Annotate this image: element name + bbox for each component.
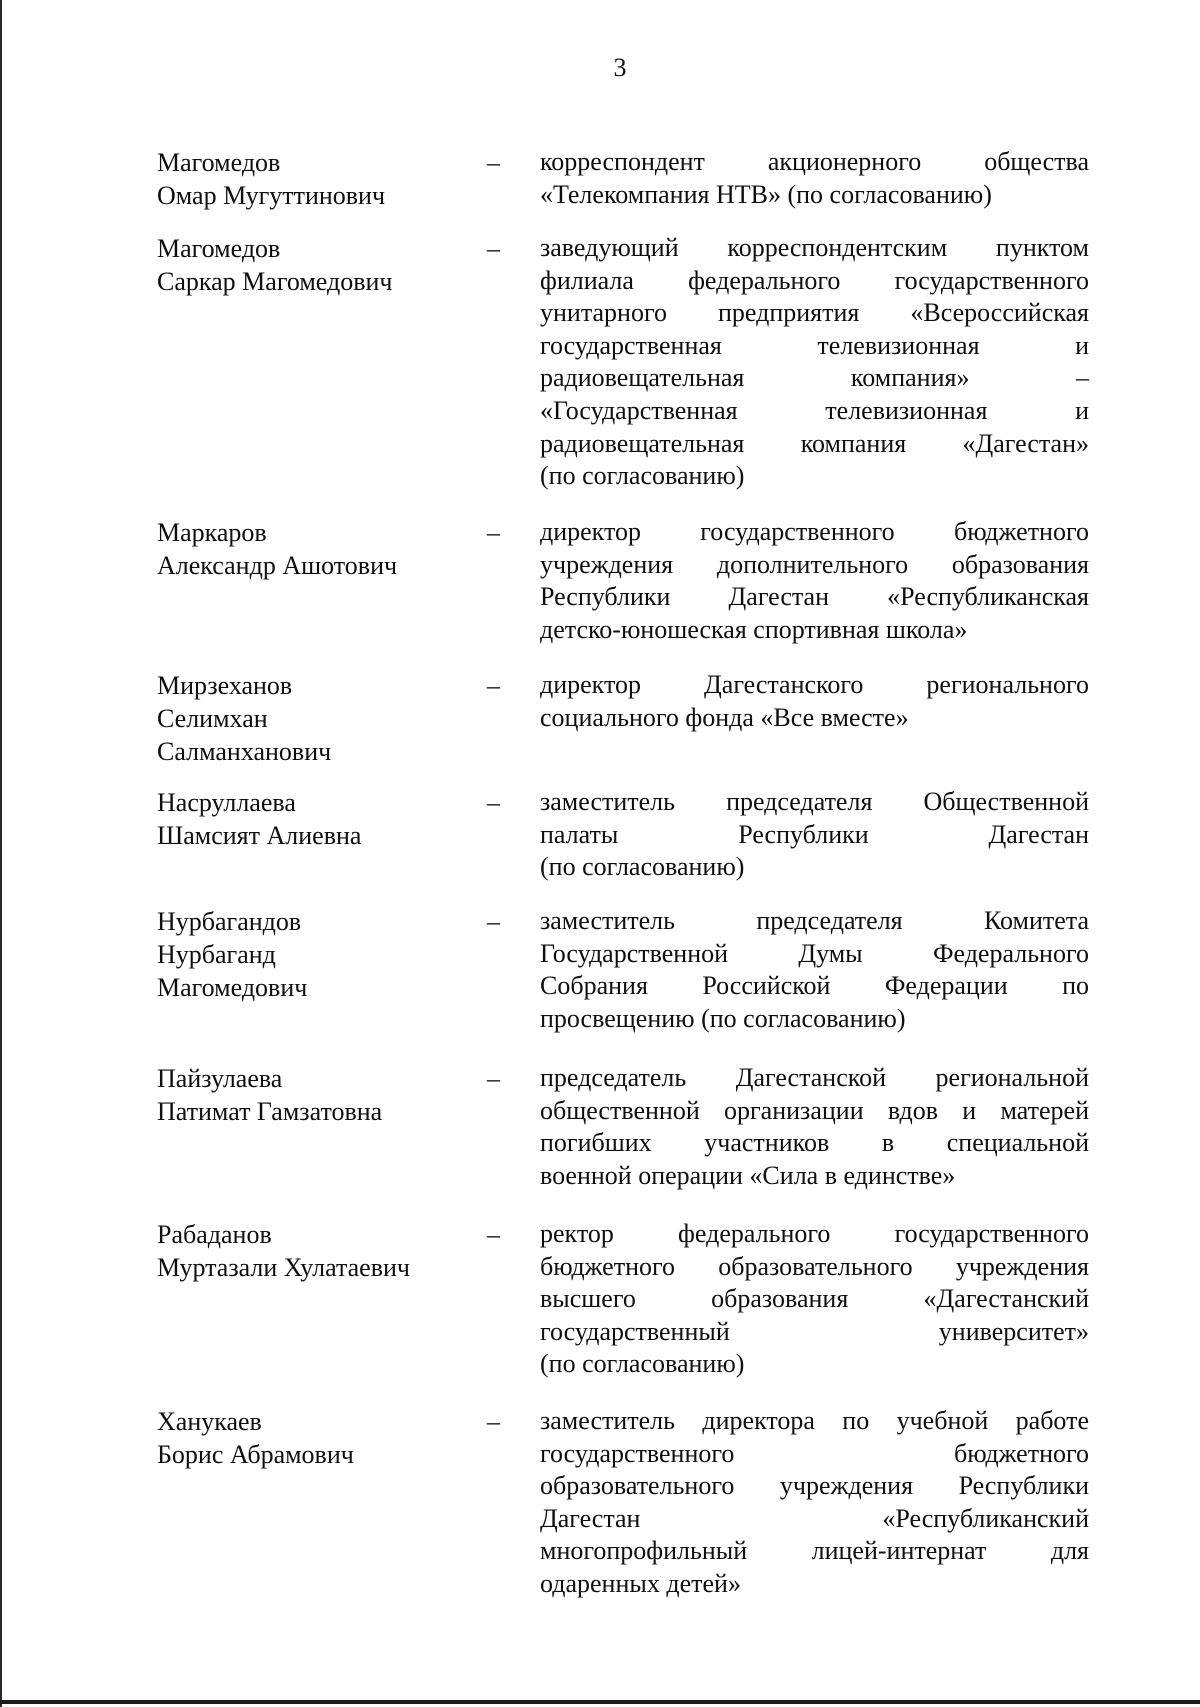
member-name-line: Магомедов: [157, 234, 281, 263]
member-position-line: многопрофильный лицей-интернат для: [540, 1536, 1089, 1566]
member-position-line: образовательного учреждения Республики: [540, 1471, 1089, 1501]
member-position-line: просвещению (по согласованию): [540, 1003, 906, 1033]
member-position-line: заместитель директора по учебной работе: [540, 1406, 1089, 1435]
member-name: [157, 905, 457, 1004]
member-position-line: заведующий корреспондентским пунктом: [540, 233, 1089, 262]
member-position-line: детско-юношеская спортивная школа»: [540, 614, 968, 644]
member-position-line: (по согласованию): [540, 461, 745, 491]
member-position-line: государственная телевизионная и: [540, 330, 1089, 360]
dash-separator: –: [487, 234, 500, 263]
member-name-line: Борис Абрамович: [157, 1440, 354, 1469]
member-position: [540, 1218, 1089, 1381]
member-position: [540, 516, 1089, 646]
member-name-line: Магомедов: [157, 148, 281, 177]
member-position: [540, 1405, 1089, 1601]
member-name: [157, 786, 457, 852]
member-name: [157, 516, 457, 582]
member-name-line: Нурбагандов: [157, 907, 302, 936]
dash-separator: –: [487, 788, 500, 817]
dash-separator: –: [487, 148, 500, 177]
member-position-line: радиовещательная компания «Дагестан»: [540, 428, 1089, 458]
member-position-line: ректор федерального государственного: [540, 1219, 1089, 1248]
member-position-line: заместитель председателя Комитета: [540, 906, 1089, 935]
member-name: [157, 669, 457, 768]
member-name-line: Саркар Магомедович: [157, 267, 393, 296]
member-name-line: Патимат Гамзатовна: [157, 1097, 383, 1126]
member-position: [540, 1062, 1089, 1192]
member-position: [540, 786, 1089, 884]
dash-separator: –: [487, 518, 500, 547]
member-name: [157, 1405, 457, 1471]
dash-separator: –: [487, 671, 500, 700]
member-name-line: Пайзулаева: [157, 1064, 283, 1093]
member-position-line: «Государственная телевизионная и: [540, 395, 1089, 425]
dash-separator: –: [487, 1064, 500, 1093]
member-position-line: Республики Дагестан «Республиканская: [540, 582, 1089, 612]
scan-bottom-edge: [0, 1700, 1200, 1704]
member-name-line: Шамсият Алиевна: [157, 821, 362, 850]
page-number: 3: [613, 53, 627, 82]
member-position-line: (по согласованию): [540, 852, 745, 882]
member-position-line: социального фонда «Все вместе»: [540, 702, 909, 732]
member-position: [540, 232, 1089, 493]
member-position-line: «Телекомпания НТВ» (по согласованию): [540, 179, 992, 209]
member-name-line: Салманханович: [157, 737, 332, 766]
member-name-line: Насруллаева: [157, 788, 296, 817]
member-position-line: корреспондент акционерного общества: [540, 147, 1089, 176]
member-name-line: Мирзеханов: [157, 671, 293, 700]
member-position-line: Собрания Российской Федерации по: [540, 971, 1089, 1001]
member-position-line: унитарного предприятия «Всероссийская: [540, 298, 1089, 328]
member-name: [157, 1062, 457, 1128]
member-name-line: Ханукаев: [157, 1407, 262, 1436]
dash-separator: –: [487, 1407, 500, 1436]
member-position-line: учреждения дополнительного образования: [540, 549, 1089, 579]
member-position-line: высшего образования «Дагестанский: [540, 1284, 1089, 1314]
member-position-line: бюджетного образовательного учреждения: [540, 1251, 1089, 1281]
member-position-line: директор государственного бюджетного: [540, 517, 1089, 546]
member-position: [540, 905, 1089, 1035]
member-name-line: Нурбаганд: [157, 940, 276, 969]
member-position-line: заместитель председателя Общественной: [540, 787, 1089, 816]
member-position-line: палаты Республики Дагестан: [540, 819, 1089, 849]
member-name: [157, 1218, 457, 1284]
member-position-line: государственный университет»: [540, 1316, 1089, 1346]
member-name-line: Омар Мугуттинович: [157, 181, 386, 210]
member-position-line: филиала федерального государственного: [540, 265, 1089, 295]
member-position-line: погибших участников в специальной: [540, 1128, 1089, 1158]
member-name-line: Муртазали Хулатаевич: [157, 1253, 410, 1282]
member-position-line: общественной организации вдов и матерей: [540, 1095, 1089, 1125]
member-position-line: директор Дагестанского регионального: [540, 670, 1089, 699]
member-name-line: Селимхан: [157, 704, 268, 733]
member-name-line: Маркаров: [157, 518, 267, 547]
member-position-line: Государственной Думы Федерального: [540, 938, 1089, 968]
member-position: [540, 146, 1089, 211]
scan-edge-line: [0, 0, 2, 1707]
member-position-line: радиовещательная компания» –: [540, 363, 1089, 393]
member-position-line: (по согласованию): [540, 1349, 745, 1379]
member-name: [157, 232, 457, 298]
member-name-line: Александр Ашотович: [157, 551, 398, 580]
member-name-line: Рабаданов: [157, 1220, 272, 1249]
member-name: [157, 146, 457, 212]
member-position-line: одаренных детей»: [540, 1568, 741, 1598]
member-position-line: председатель Дагестанской региональной: [540, 1063, 1089, 1092]
member-position-line: Дагестан «Республиканский: [540, 1503, 1089, 1533]
member-position-line: государственного бюджетного: [540, 1438, 1089, 1468]
member-position: [540, 669, 1089, 734]
dash-separator: –: [487, 907, 500, 936]
member-position-line: военной операции «Сила в единстве»: [540, 1160, 956, 1190]
member-name-line: Магомедович: [157, 973, 308, 1002]
dash-separator: –: [487, 1220, 500, 1249]
